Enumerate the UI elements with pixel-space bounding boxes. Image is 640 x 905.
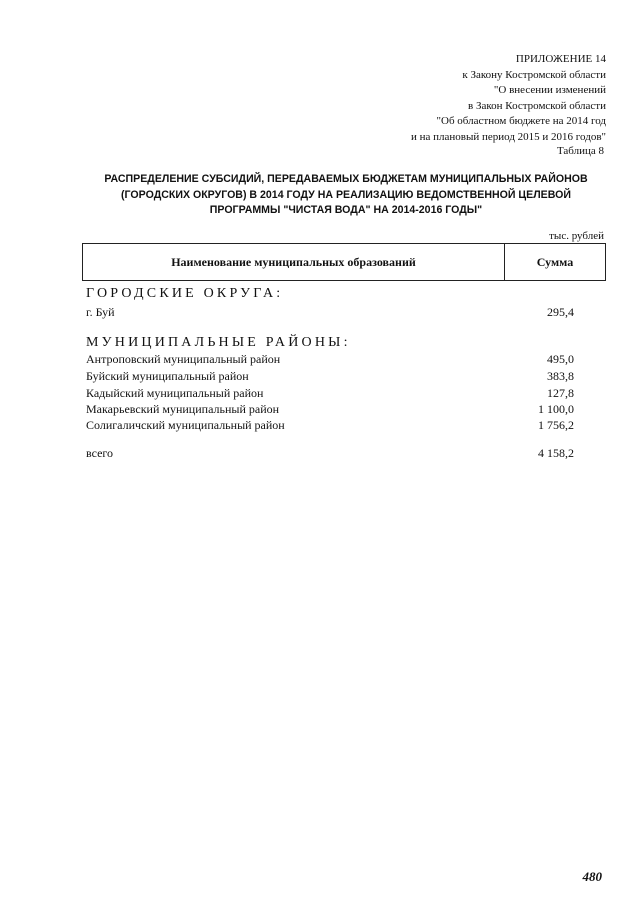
row-value: 295,4 [547, 305, 574, 319]
row-value: 495,0 [547, 352, 574, 366]
row-name: Антроповский муниципальный район [86, 352, 281, 366]
table-header [82, 243, 606, 281]
table-row [86, 305, 574, 321]
row-name: Кадыйский муниципальный район [86, 386, 264, 400]
title-line: РАСПРЕДЕЛЕНИЕ СУБСИДИЙ, ПЕРЕДАВАЕМЫХ БЮДЖЕТАМ МУНИЦИПАЛЬНЫХ РАЙОНОВ [104, 173, 588, 185]
section-title-urban: ГОРОДСКИЕ ОКРУГА: [86, 286, 284, 301]
table-row [86, 402, 574, 418]
title-line: ПРОГРАММЫ "ЧИСТАЯ ВОДА" НА 2014-2016 ГОДЫ" [209, 204, 483, 216]
table-row [86, 386, 574, 402]
row-name: Буйский муниципальный район [86, 369, 249, 383]
column-header-sum: Сумма [536, 254, 574, 269]
row-name: г. Буй [86, 305, 115, 319]
appendix-line: к Закону Костромской области [462, 68, 606, 81]
row-value: 127,8 [547, 386, 574, 400]
appendix-line: в Закон Костромской области [468, 99, 606, 112]
row-value: 1 100,0 [538, 402, 574, 416]
table-row [86, 352, 574, 368]
appendix-line: "Об областном бюджете на 2014 год [436, 115, 606, 127]
row-name: Солигаличский муниципальный район [86, 418, 285, 432]
units-label: тыс. рублей [549, 230, 604, 242]
appendix-line: и на плановый период 2015 и 2016 годов" [410, 130, 606, 143]
total-row [86, 446, 574, 462]
appendix-line: "О внесении изменений [493, 84, 606, 96]
appendix-line: ПРИЛОЖЕНИЕ 14 [515, 53, 606, 65]
document-title [86, 172, 606, 219]
row-value: 1 756,2 [538, 418, 574, 432]
table-row [86, 418, 574, 434]
column-header-name: Наименование муниципальных образований [83, 244, 505, 280]
title-line: (ГОРОДСКИХ ОКРУГОВ) В 2014 ГОДУ НА РЕАЛИЗАЦИЮ ВЕДОМСТВЕННОЙ ЦЕЛЕВОЙ [121, 188, 571, 201]
page-number: 480 [582, 869, 602, 884]
row-name: Макарьевский муниципальный район [86, 402, 280, 416]
total-value: 4 158,2 [538, 446, 574, 460]
appendix-header [411, 52, 606, 145]
table-row [86, 369, 574, 385]
row-value: 383,8 [547, 369, 574, 383]
table-label: Таблица 8 [556, 145, 604, 157]
section-title-districts: МУНИЦИПАЛЬНЫЕ РАЙОНЫ: [86, 335, 351, 350]
total-label: всего [86, 446, 114, 460]
